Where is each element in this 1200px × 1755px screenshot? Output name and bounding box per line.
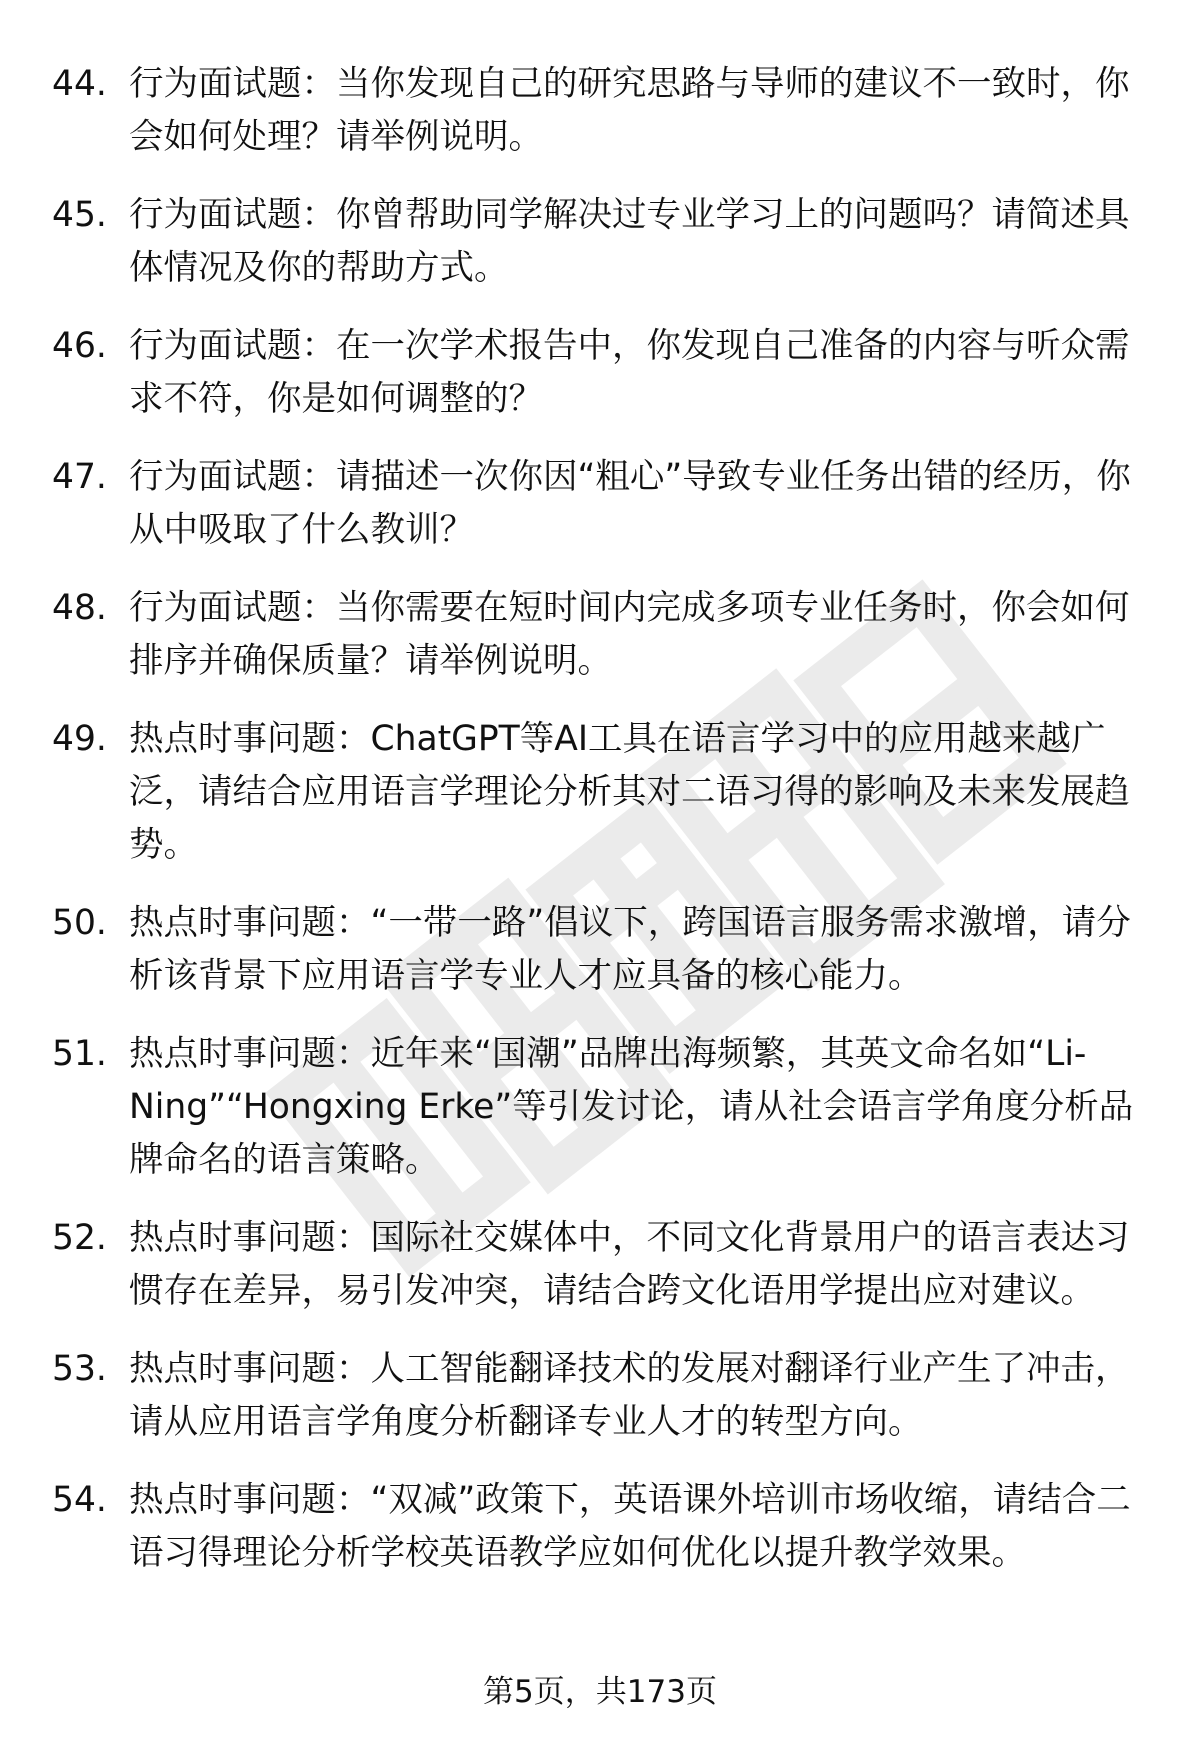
question-text: 热点时事问题：近年来“国潮”品牌出海频繁，其英文命名如“Li-Ning”“Hongxing Erke”等引发讨论，请从社会语言学角度分析品牌命名的语言策略。 (129, 1034, 1134, 1180)
question-item (52, 58, 1162, 164)
question-number: 51. (52, 1034, 107, 1074)
question-item (52, 1343, 1162, 1449)
question-number: 48. (52, 588, 107, 628)
question-text: 行为面试题：你曾帮助同学解决过专业学习上的问题吗？请简述具体情况及你的帮助方式。 (129, 195, 1130, 288)
question-number: 53. (52, 1349, 107, 1389)
question-number: 54. (52, 1480, 107, 1520)
question-text: 热点时事问题：“一带一路”倡议下，跨国语言服务需求激增，请分析该背景下应用语言学专业人才应具备的核心能力。 (129, 903, 1131, 996)
question-text: 行为面试题：当你需要在短时间内完成多项专业任务时，你会如何排序并确保质量？请举例说明。 (129, 588, 1130, 681)
question-text: 行为面试题：请描述一次你因“粗心”导致专业任务出错的经历，你从中吸取了什么教训？ (129, 457, 1131, 550)
question-item (52, 1212, 1162, 1318)
question-text: 热点时事问题：人工智能翻译技术的发展对翻译行业产生了冲击，请从应用语言学角度分析翻译专业人才的转型方向。 (129, 1349, 1130, 1442)
question-number: 44. (52, 64, 107, 104)
question-list (52, 58, 1162, 1605)
question-text: 行为面试题：在一次学术报告中，你发现自己准备的内容与听众需求不符，你是如何调整的？ (129, 326, 1130, 419)
page-footer: 第5页，共173页 (483, 1674, 717, 1710)
question-text: 热点时事问题：国际社交媒体中，不同文化背景用户的语言表达习惯存在差异，易引发冲突，请结合跨文化语用学提出应对建议。 (129, 1218, 1130, 1311)
question-number: 49. (52, 719, 107, 759)
question-item (52, 451, 1162, 557)
question-text: 热点时事问题：ChatGPT等AI工具在语言学习中的应用越来越广泛，请结合应用语言学理论分析其对二语习得的影响及未来发展趋势。 (129, 719, 1130, 865)
question-number: 47. (52, 457, 107, 497)
question-item (52, 1474, 1162, 1580)
question-text: 行为面试题：当你发现自己的研究思路与导师的建议不一致时，你会如何处理？请举例说明。 (129, 64, 1130, 157)
question-item (52, 582, 1162, 688)
question-item (52, 897, 1162, 1003)
question-text: 热点时事问题：“双减”政策下，英语课外培训市场收缩，请结合二语习得理论分析学校英语教学应如何优化以提升教学效果。 (129, 1480, 1131, 1573)
question-item (52, 1028, 1162, 1187)
question-number: 50. (52, 903, 107, 943)
question-number: 45. (52, 195, 107, 235)
question-number: 52. (52, 1218, 107, 1258)
question-item (52, 713, 1162, 872)
question-item (52, 320, 1162, 426)
question-number: 46. (52, 326, 107, 366)
question-item (52, 189, 1162, 295)
